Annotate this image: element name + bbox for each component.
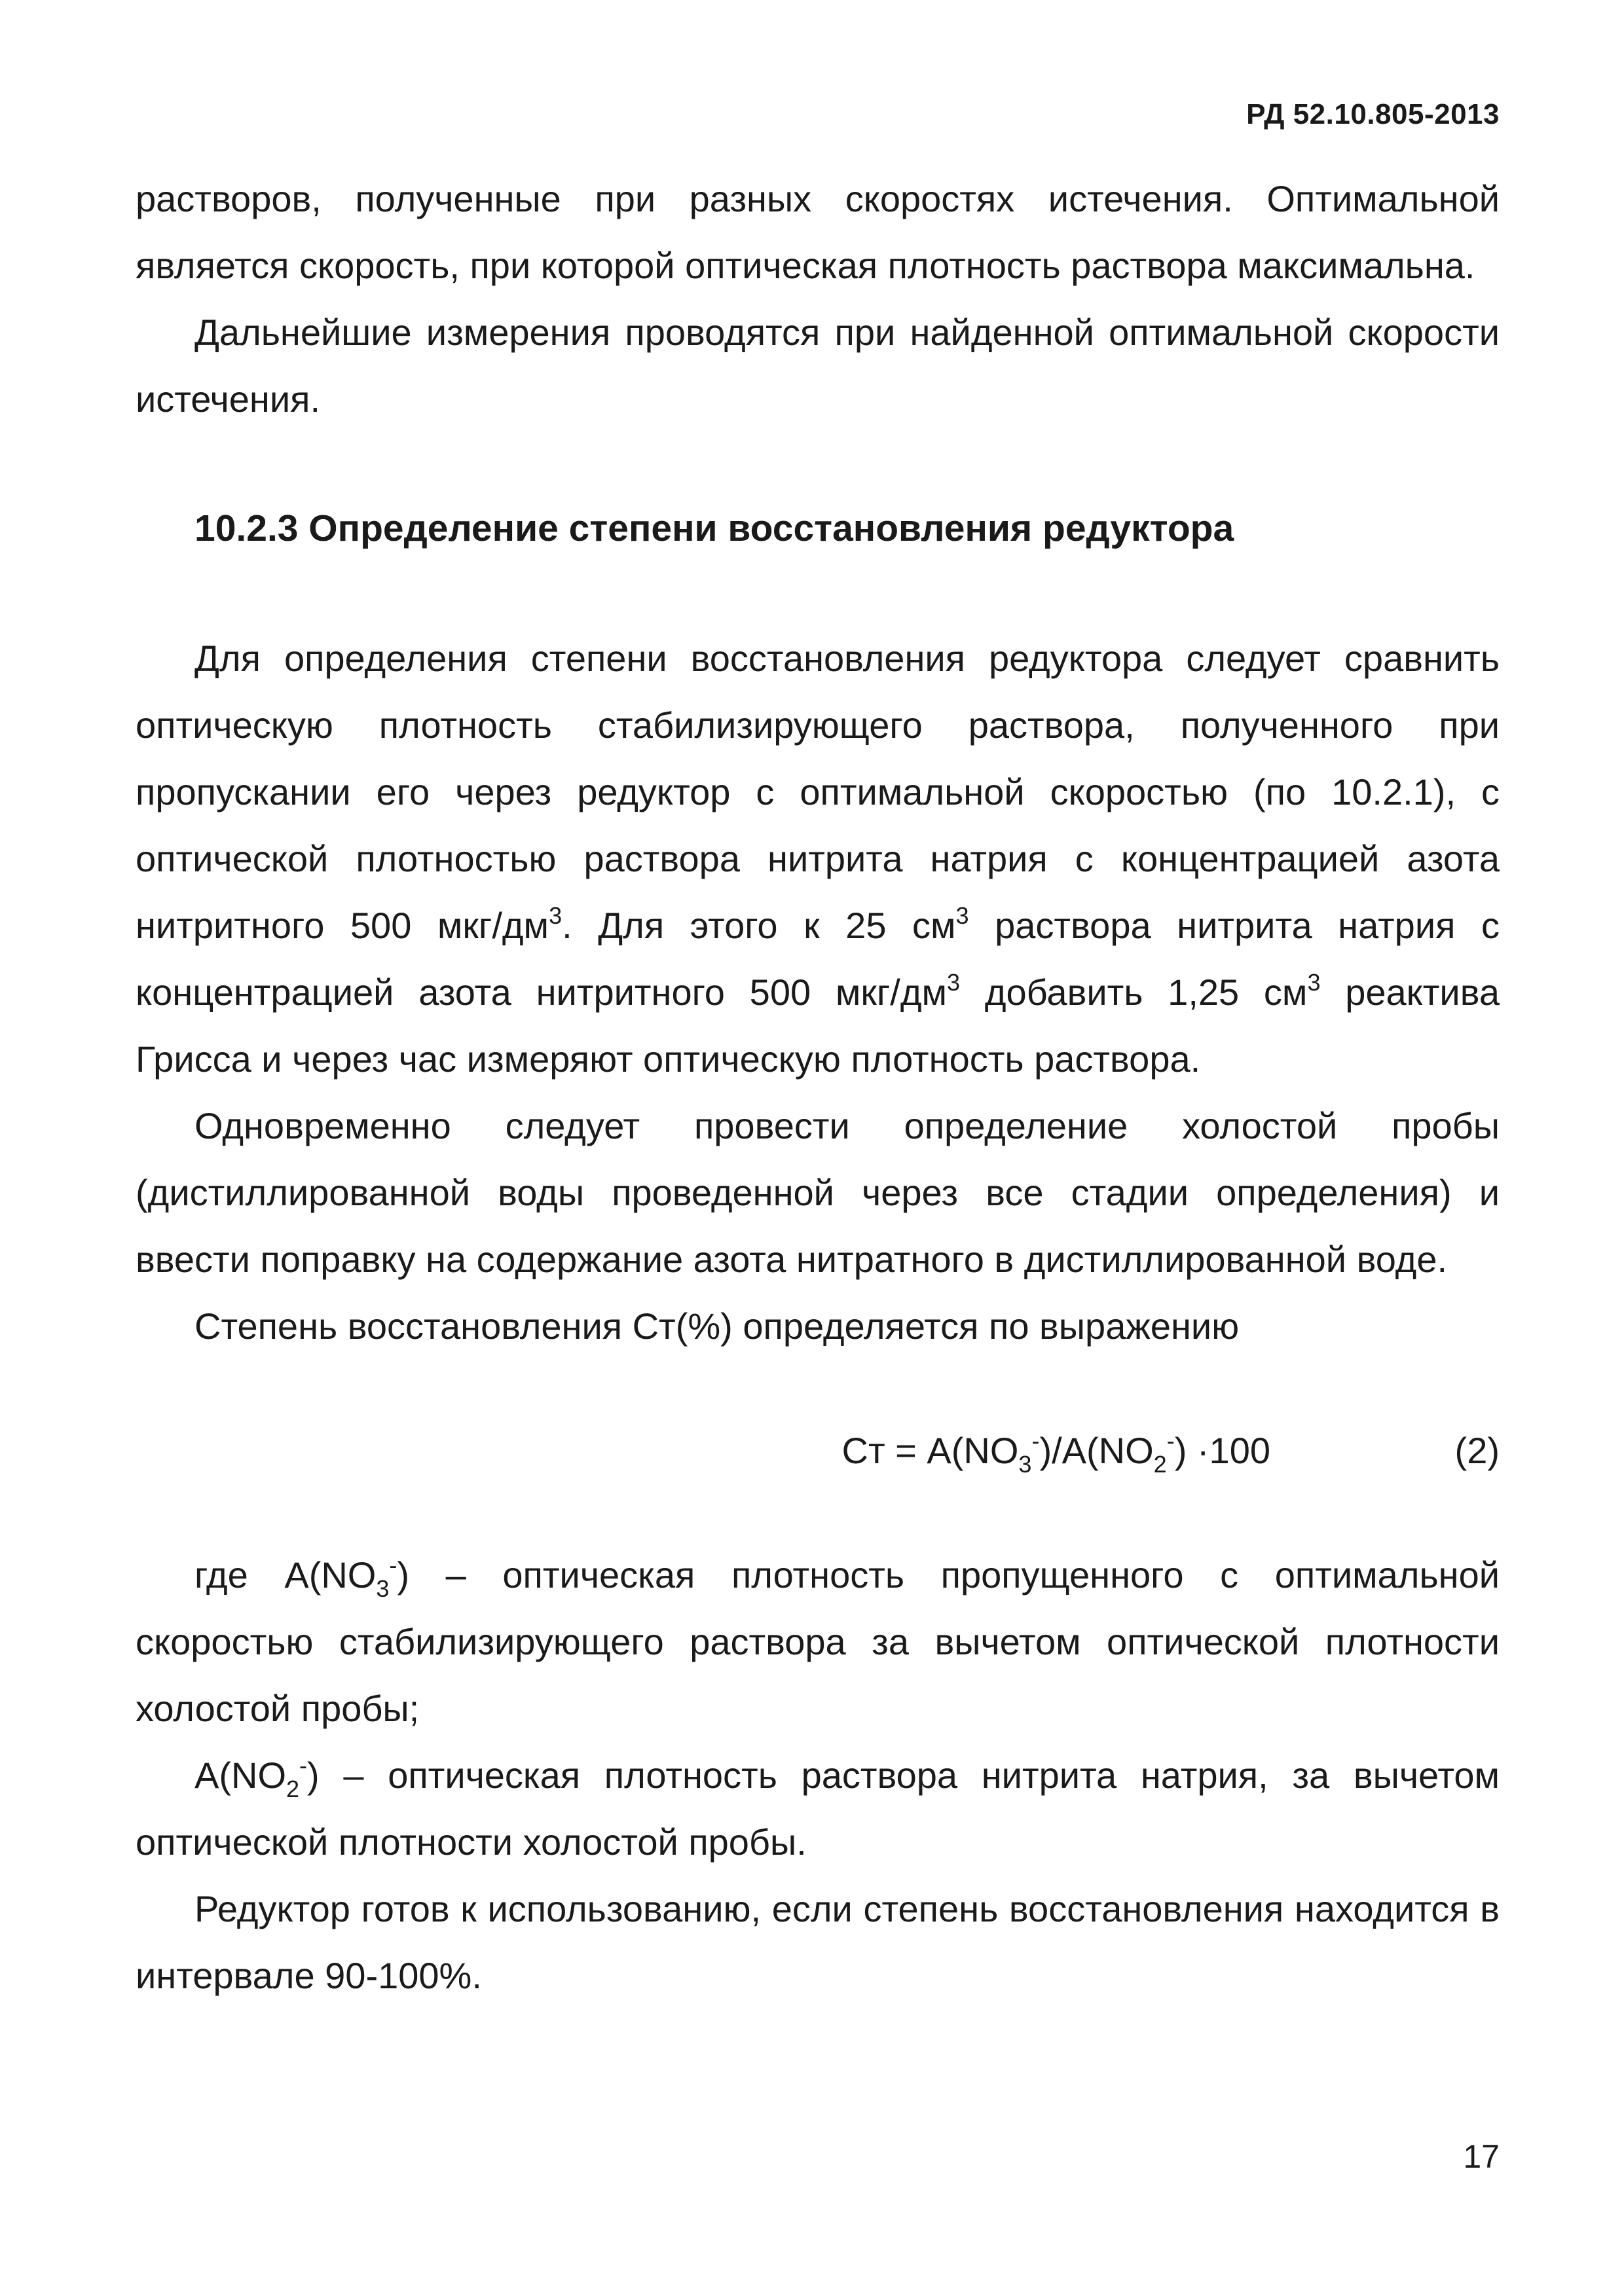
paragraph-blank-sample: Одновременно следует провести определение холостой пробы (дистиллированной воды проведенной через все стадии определения) и ввести поправку на содержание азота нитратного в дистиллированной воде. bbox=[136, 1105, 1500, 1280]
body-text bbox=[136, 166, 1500, 2009]
paragraph-definition-no3: где $А(NO_3^-)$ – оптическая плотность пропущенного с оптимальной скоростью стабилизирующего раствора за вычетом оптической плотности холостой пробы; bbox=[136, 1552, 1500, 1729]
document-code: РД 52.10.805-2013 bbox=[1246, 98, 1500, 130]
paragraph-definition-no2: $А(NO_2^-)$ – оптическая плотность раствора нитрита натрия, за вычетом оптической плотности холостой пробы. bbox=[136, 1752, 1500, 1863]
formula: Ст = $А(NO_3^-)/А(NO_2^-) \cdot 100$ bbox=[841, 1427, 1270, 1478]
paragraph-continuation: растворов, полученные при разных скоростях истечения. Оптимальной является скорость, при которой оптическая плотность раствора максимальна. bbox=[136, 178, 1500, 286]
equation-number: (2) bbox=[1454, 1430, 1500, 1471]
formula-row bbox=[136, 1417, 1500, 1484]
document-page bbox=[136, 0, 1500, 2296]
page-number: 17 bbox=[1463, 2138, 1500, 2175]
section-heading: 10.2.3 Определение степени восстановления редуктора bbox=[194, 507, 1234, 549]
paragraph-formula-intro: Степень восстановления Ст(%) определяется по выражению bbox=[194, 1305, 1240, 1347]
paragraph-reduction-method: Для определения степени восстановления редуктора следует сравнить оптическую плотность стабилизирующего раствора, полученного при пропускании его через редуктор с оптимальной скоростью (по 10.2.1), с оптической плотностью раствора нитрита натрия с концентрацией азота нитритного 500 мкг/$дм^3$. Для этого к 25 $см^3$ раствора нитрита натрия с концентрацией азота нитритного 500 мкг/$дм^3$ добавить 1,25 $см^3$ реактива Грисса и через час измеряют оптическую плотность раствора. bbox=[136, 638, 1500, 1080]
paragraph-further-measurements: Дальнейшие измерения проводятся при найденной оптимальной скорости истечения. bbox=[136, 312, 1500, 420]
paragraph-readiness: Редуктор готов к использованию, если степень восстановления находится в интервале 90-100%. bbox=[136, 1888, 1500, 1996]
